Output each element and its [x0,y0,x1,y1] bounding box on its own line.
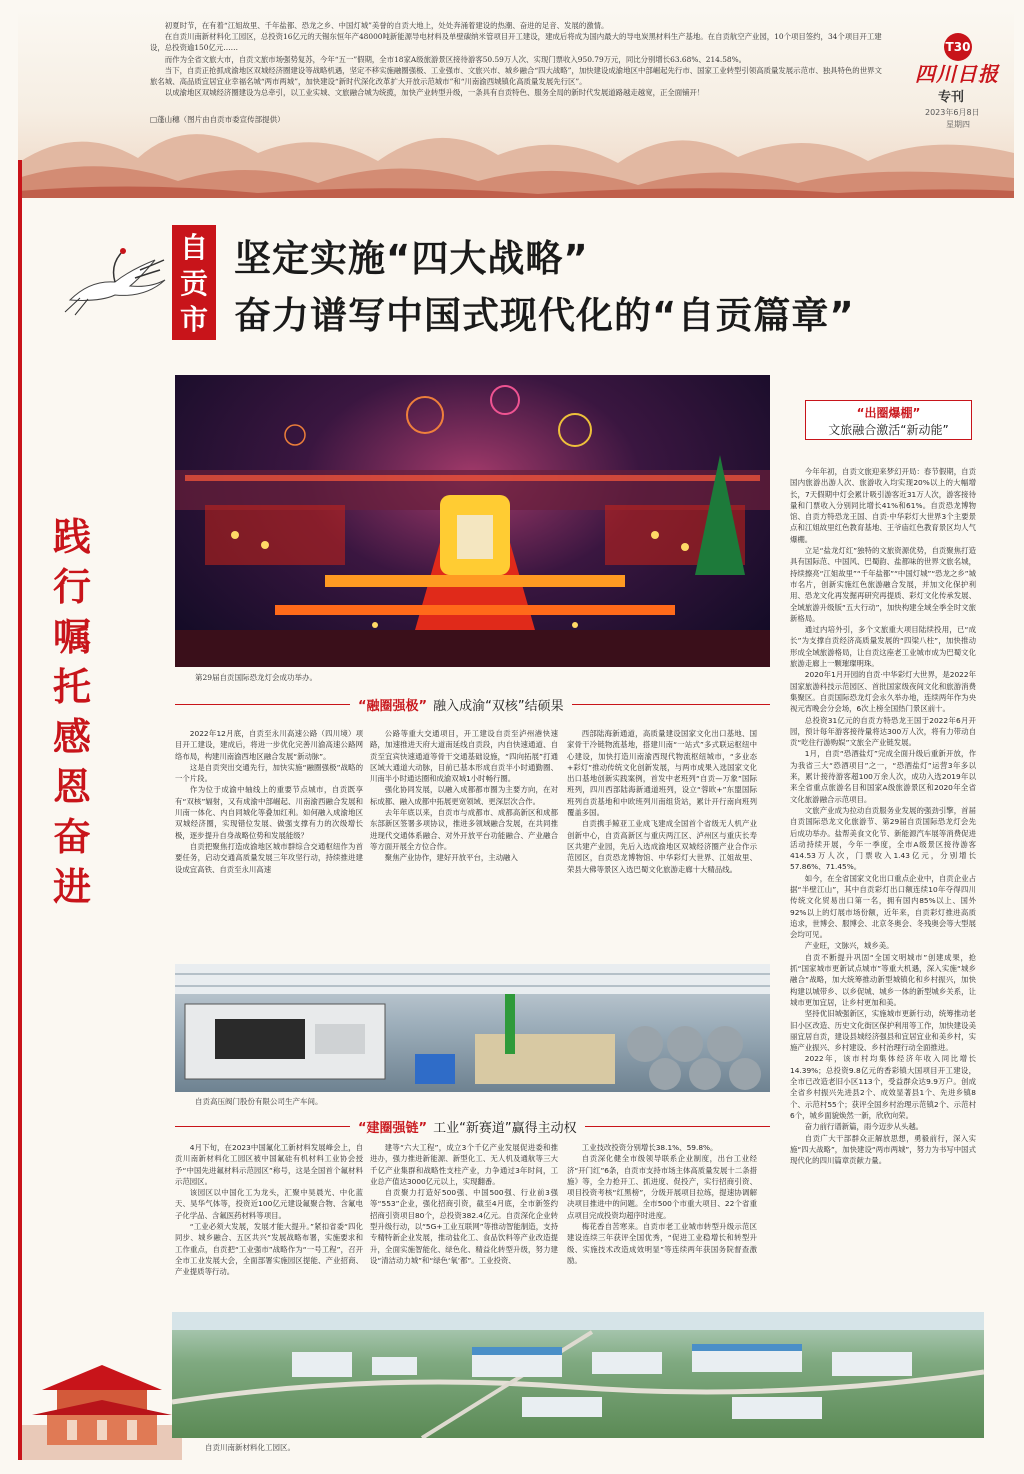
paragraph: 奋力前行谱新篇，雨今迈步从头越。 [804,1122,924,1132]
paragraph: 2022年，该市村均集体经济年收入同比增长14.39%；总投资9.8亿元的香彩镇大国项目开工建设，全市已改造老旧小区113个，受益群众达9.9万户。创成全省乡村振兴先进县2个、成效显著县1个、先进乡镇8个、示范村55个；获评全国乡村治理示范镇2个、示范村6个，城乡面貌焕然一新，欣欣向荣。 [790,1054,976,1120]
pagoda-illustration [22,1330,182,1460]
factory-scene [175,964,770,1092]
paragraph: 自贡不断提升巩固“全国文明城市”创建成果，抢抓“国家城市更新试点城市”等重大机遇，深入实施“城乡融合”战略，加大统筹推动新型城镇化和乡村振兴，加快构建以城带乡、以乡促城、城乡一体的新型城乡关系，让城市更加宜居，让乡村更加和美。 [790,952,976,1007]
slogan-char: 进 [52,864,91,909]
slogan-char: 行 [52,564,91,609]
headline-line1: 坚定实施“四大战略” [234,237,589,280]
paragraph: 梅花香自苦寒来。自贡市老工业城市转型升级示范区建设连续三年获评全国优秀，“促进工业稳增长和转型升级、实施技术改造成效明显”等连续两年获国务院督查激励。 [567,1222,757,1265]
slogan-char: 践 [52,514,91,559]
paragraph: 产业旺，文脉兴，城乡美。 [804,941,894,951]
paragraph: 通过内培外引，多个文旅重大项目陆续投用，已“成长”为支撑自贡经济高质量发展的“四梁八柱”，加快推动形成全域旅游格局，让自贡这座老工业城市成为巴蜀文化旅游走廊上一颗璀璨明珠。 [790,625,976,669]
slogan-char: 奋 [52,814,91,859]
article-column [567,728,757,960]
paragraph: 4月下旬，在2023中国氟化工新材料发展峰会上，自贡川南新材料化工园区被中国氟硅有机材料工业协会授予“中国先进氟材料示范园区”称号，这是全国首个氟材料示范园区。 [175,1143,363,1186]
crane-icon [60,240,170,320]
section-header-industry [350,1117,585,1136]
article-column [175,1142,363,1302]
article-column [567,1142,757,1302]
headline-line2: 奋力谱写中国式现代化的“自贡篇章” [234,294,855,337]
section-title: 文旅融合激活“新动能” [828,423,949,437]
byline: □蓬山穗（图片由自贡市委宣传部提供） [150,115,285,124]
article-column [370,1142,558,1302]
newspaper-logo: 四川日报 [915,62,999,86]
section-header-tourism [805,400,972,440]
paragraph: 作为位于成渝中轴线上的重要节点城市，自贡既享有“双核”辐射，又有成渝中部崛起、川南渝西融合发展和川南一体化、内自同城化等叠加红利。如何融入成渝地区双城经济圈，实现错位发展、做强支撑有力的次级增长极，逐步提升自身战略位势和发展能级？ [175,785,363,840]
city-char: 市 [179,303,208,336]
intro-paragraph: 初夏时节，在有着“江姐故里、千年盐都、恐龙之乡、中国灯城”美誉的自贡大地上，处处奔涌着建设的热潮、奋进的足音、发展的激情。 [164,21,609,30]
paragraph: 聚焦产业协作，建好开放平台，主动融入 [384,853,518,863]
section-tag: “建圈强链” [358,1121,428,1136]
paragraph: 这是自贡突出交通先行，加快实施“融圈强极”战略的一个片段。 [175,762,363,784]
intro-paragraph: 当下，自贡正抢抓成渝地区双城经济圈建设等战略机遇，坚定不移实施融圈强极、工业强市、文旅兴市、城乡融合“四大战略”，加快建设成渝地区中部崛起先行市、国家工业转型引领高质量发展示范市、独具特色的世界文旅名城、高品质宜居宜业幸福名城“两市两城”，加快建设“新时代深化改革扩大开放示范城市”和“川南渝西城镇化高质量发展先行区”。 [150,65,882,87]
slogan-char: 嘱 [52,614,91,659]
aerial-scene [172,1312,984,1438]
section-header-integration [350,695,572,714]
factory-photo [175,964,770,1092]
paragraph: 1月，自贡“恐酒盐灯”完成全面升级后重新开放，作为我省三大“恐酒项目”之一，“恐酒盐灯”运营3年多以来，累计接待游客超100万余人次，成功入选2019年以来全省重点旅游名目和国家A级旅游景区和2020年全省文化旅游融合示范项目。 [790,749,976,804]
paragraph: “工业必须大发展，发展才能大提升。”紧扣省委“四化同步、城乡融合、五区共兴”发展战略布署，实施要求和工作重点，自贡把“工业强市”战略作为“一号工程”，召开全市工业发展大会，全面部署实施园区提能、产业招商、产业提质等行动。 [175,1222,363,1277]
slogan-char: 托 [52,664,91,709]
city-badge [172,225,216,340]
section-title: 融入成渝“双核”结硕果 [433,699,564,714]
article-column [175,728,363,960]
industrial-park-photo [172,1312,984,1438]
paragraph: 2022年12月底，自贡至永川高速公路（四川境）项目开工建设，建成后，将进一步优化完善川渝高速公路网络布局，构建川南渝西地区融合发展“新动脉”。 [175,729,363,761]
paragraph: 自贡深化健全市级领导联系企业制度，出台工业经济“开门红”6条，自贡市支持市场主体高质量发展十二条措施》等，全力抢开工、抓进度、促投产，实行招商引资、项目投资考核“红黑榜”，分级开展项目拉练，提速协调解决项目推进中的问题。全市500个市重大项目、22个省重点项目完成投资均超序时进度。 [567,1154,757,1220]
paragraph: 自贡聚力打造好500强、中国500强、行业前3强等“553”企业，强化招商引资，截至4月底，全市新签约招商引资项目80个，总投资382.4亿元。自贡深化企业转型升级行动，以“5G+工业互联网”等推动智能制造，支持专精特新企业发展，推动盐化工、食品饮料等产业改造提升，全面实施智能化、绿色化、精益化转型升级，努力建设“清洁动力城”和“绿色‘氧’都”。工业投资、 [370,1188,558,1265]
paragraph: 坚持优旧城强新区，实施城市更新行动，统筹推动老旧小区改造、历史文化街区保护利用等工作，加快建设美丽宜居自贡，建设县城经济强县和宜居宜业和美乡村，实施产业振兴、乡村建设、乡村治理行动全面推进。 [790,1009,976,1053]
paragraph: 立足“盐龙灯红”独特的文旅资源优势，自贡聚焦打造具有国际范、中国风、巴蜀韵、盐都味的世界文旅名城，持续擦亮“江姐故里”“千年盐都”“中国灯城”“恐龙之乡”城市名片，创新实施红色旅游融合发展，并加文化保护利用、恐龙文化再发掘再研究再提质、彩灯文化传承发展、全域旅游升级版“五大行动”，加快构建全域全季全时文旅新格局。 [790,546,976,623]
lantern-caption: 第29届自贡国际恐龙灯会成功举办。 [195,673,318,682]
intro-text [150,20,885,98]
article-column [790,466,976,1304]
park-caption: 自贡川南新材料化工园区。 [205,1443,295,1452]
city-char: 贡 [179,267,208,300]
paragraph: 总投资31亿元的自贡方特恐龙王国于2022年6月开园，预计每年游客接待量将达300万人次，将有力带动自贡“吃住行游购娱”文旅全产业链发展。 [790,715,976,748]
paragraph: 自贡把聚焦打造成渝地区城市群综合交通枢纽作为首要任务，启动交通高质量发展三年攻坚行动，持续推进建设成宜高铁、自贡至永川高速 [175,841,363,874]
factory-caption: 自贡高压阀门股份有限公司生产车间。 [195,1097,323,1106]
city-char: 自 [179,231,208,264]
section-title: 工业“新赛道”赢得主动权 [433,1121,577,1136]
intro-paragraph: 而作为全省文旅大市，自贡文旅市场强势复苏，今年“五一”假期，全市18家A级旅游景区接待游客50.59万人次、实现门票收入950.79万元，同比分别增长63.68%、214.58%。 [164,54,747,64]
paragraph: 自贡广大干部群众正解放思想，勇毅前行，深入实施“四大战略”，加快建设“两市两城”，努力为书写中国式现代化的四川篇章贡献力量。 [790,1133,976,1166]
paragraph: 今年年初，自贡文旅迎来梦幻开局：春节假期，自贡国内旅游出游人次、旅游收入均实现20%以上的大幅增长，7天假期中灯会累计吸引游客近31万人次，游客接待量和门票收入分别同比增长41%和61%。自贡恐龙博物馆、自贡方特恐龙王国、自贡·中华彩灯大世界3个主要景点和江姐故里红色教育基地、王爷庙红色教育景区均人气爆棚。 [790,467,976,544]
issue-date: 2023年6月8日 [925,108,980,117]
paragraph: 建等“六大工程”，成立3个千亿产业发展促进委和推进办，强力推进新能源、新型化工、无人机及通航等三大千亿产业集群和战略性支柱产业，力争通过3年时间，工业总产值达3000亿元以上，实现翻番。 [370,1143,558,1186]
article-column [370,728,558,960]
slogan-char: 恩 [52,764,91,809]
page-number-badge: T30 [944,33,972,61]
paragraph: 去年年底以来，自贡市与成都市、成都高新区和成都东部新区签署多项协议，推进多领域融合发展，在共同推进现代交通体系融合、对外开放平台功能融合、产业融合等方面开展全方位合作。 [370,808,558,851]
intro-paragraph: 以成渝地区双城经济圈建设为总牵引，以工业实城、文旅融合城为统揽，加快产业转型升级，一条具有自贡特色、服务全局的新时代发展道路越走越宽，正全面铺开！ [164,88,705,98]
left-red-rule [18,160,22,1460]
lantern-scene [175,375,770,667]
paragraph: 西部陆海新通道，高质量建设国家文化出口基地、国家骨干冷链物流基地，搭建川南“一站式”多式联运枢纽中心建设，加快打造川南渝西现代物流枢纽城市，“多业态+彩灯”推动传统文化创新发展，与两市成果入选国家文化出口基地创新实践案例，首发中老班列“自贡—万象”国际班列，四川西部陆海新通道班列，设立“蓉欧+”东盟国际班列自贡基地和中欧班列川南组货站，累计开行南向班列覆盖多国。 [567,729,757,818]
paragraph: 强化协同发展，以融入成都都市圈为主要方向，在对标成都、融入成都中拓展更宽领域、更深层次合作。 [370,785,558,806]
paragraph: 自贡携手鲸亚工业成飞建成全国首个省级无人机产业创新中心，自贡高新区与重庆两江区、泸州区与重庆长寿区共建产业园，先后入选成渝地区双城经济圈产业合作示范园区，自贡恐龙博物馆、中华彩灯大世界、江姐故里、荣县大佛等景区入选巴蜀文化旅游走廊十大精品线。 [567,819,757,874]
section-label: 专刊 [938,90,965,105]
paragraph: 公路等重大交通项目，开工建设自贡至泸州港快速路，加速推进天府大道南延线自贡段，内自快速通道、自贡至宜宾快速通道等骨干交通基础设施，“四向拓展”打通区域大通道大动脉，目前已基本形成自贡半小时通勤圈、川南半小时通达圈和成渝双城1小时畅行圈。 [370,729,558,784]
issue-weekday: 星期四 [946,120,970,129]
paragraph: 文旅产业成为拉动自贡服务业发展的强劲引擎，首届自贡国际恐龙文化旅游节、第29届自贡国际恐龙灯会先后成功举办。盐帮美食文化节、新能源汽车展等消费促进活动持续开展，今年一季度，全市A级景区接待游客414.53万人次，门票收入1.43亿元，分别增长57.86%、71.45%。 [790,805,976,872]
lantern-festival-photo [175,375,770,667]
vertical-slogan [48,512,96,912]
slogan-char: 感 [52,714,91,759]
paragraph: 2020年1月开园的自贡·中华彩灯大世界，是2022年国家旅游科技示范园区、首批国家级夜间文化和旅游消费集聚区。自贡国际恐龙灯会永久举办地，连续两年作为央视元宵晚会分会场，6次上榜全国热门景区前十。 [790,670,976,714]
paragraph: 如今，在全省国家文化出口重点企业中，自贡企业占据“半壁江山”，其中自贡彩灯出口额连续10年夺得四川传统文化贸易出口第一名，拥有国内85%以上、国外92%以上的灯展市场份额，近年来，自贡彩灯推进高质追求，世博会、服博会、北京冬奥会、冬残奥会等大型展会均可见。 [790,873,976,940]
paragraph: 该园区以中国化工为龙头，汇聚中昊晨光、中化蓝天、昊华气体等，投资近100亿元建设氟聚合物、含氟电子化学品、含氟医药材料等项目。 [175,1188,363,1220]
section-tag: “出圈爆棚” [856,406,921,420]
paragraph: 工业技改投资分别增长38.1%、59.8%。 [581,1143,718,1152]
intro-paragraph: 在自贡川南新材料化工园区，总投资16亿元的天锡东恒年产48000吨新能源导电材料及单壁碳纳米管项目开工建设，建成后将成为国内最大的导电炭黑材料生产基地。在自贡航空产业园，10个项目签约，34个项目开工建设，总投资逾150亿元…… [150,32,882,53]
section-tag: “融圈强极” [358,699,428,714]
